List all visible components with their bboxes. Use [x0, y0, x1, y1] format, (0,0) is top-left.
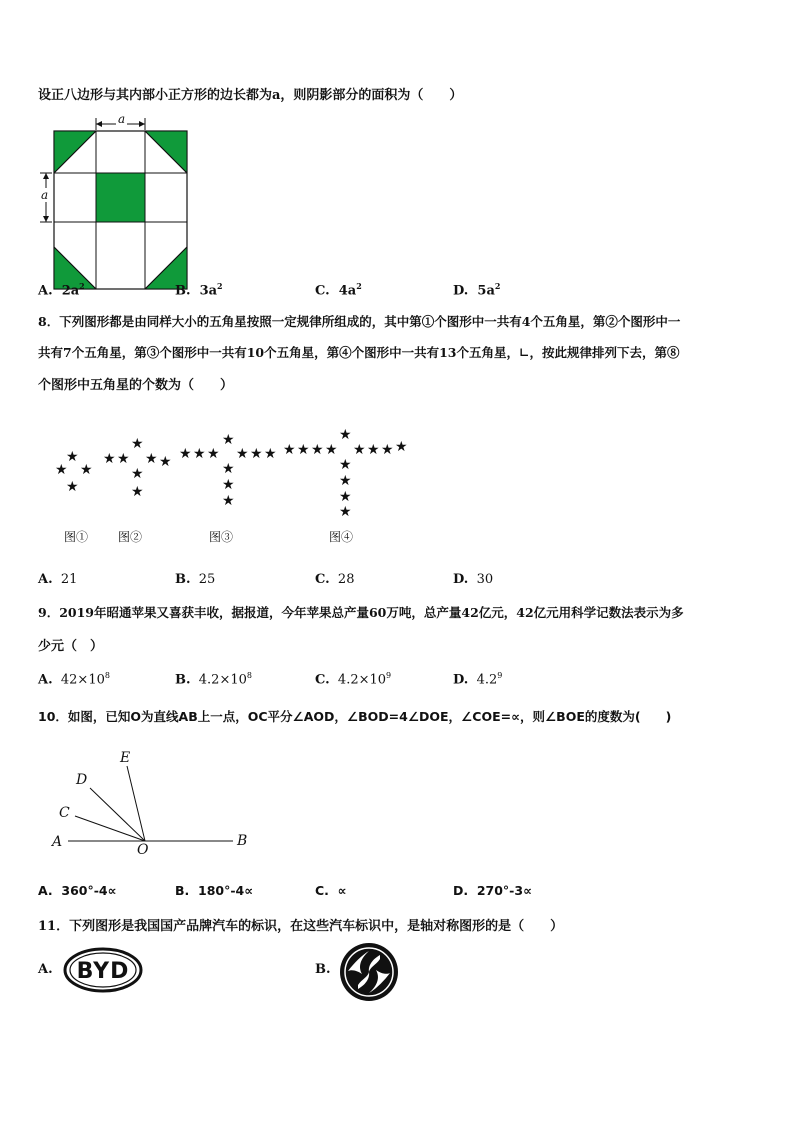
q10-option-b[interactable]: B. 180°-4∝: [175, 883, 254, 898]
star-icon: ★: [222, 493, 235, 509]
q11-option-a[interactable]: A.: [38, 962, 53, 977]
q10-label-e: E: [120, 750, 131, 766]
q8-option-c[interactable]: C. 28: [315, 572, 355, 587]
star-icon: ★: [66, 479, 79, 495]
q7-option-b[interactable]: B. $3a^2$: [175, 281, 223, 299]
q10-option-d[interactable]: D. 270°-3∝: [453, 883, 532, 898]
star-icon: ★: [66, 449, 79, 465]
q10-option-c[interactable]: C. ∝: [315, 883, 347, 898]
star-icon: ★: [297, 442, 310, 458]
q8-fig-label-2: 图②: [118, 530, 143, 544]
q10-option-a[interactable]: A. 360°-4∝: [38, 883, 117, 898]
star-icon: ★: [353, 442, 366, 458]
star-icon: ★: [395, 439, 408, 455]
q10-label-o: O: [137, 842, 149, 858]
star-icon: ★: [131, 466, 144, 482]
star-icon: ★: [103, 451, 116, 467]
q11-option-b[interactable]: B.: [315, 962, 331, 977]
q9-line2: 少元（ ）: [38, 639, 104, 654]
q8-option-b[interactable]: B. 25: [175, 572, 216, 587]
q7-option-d[interactable]: D. $5a^2$: [453, 281, 501, 299]
q8-option-d[interactable]: D. 30: [453, 572, 494, 587]
star-icon: ★: [339, 489, 352, 505]
star-icon: ★: [339, 427, 352, 443]
dongfeng-logo: [338, 941, 400, 1003]
q7-side-a-label: a: [41, 188, 49, 202]
star-icon: ★: [264, 446, 277, 462]
star-icon: ★: [339, 473, 352, 489]
star-icon: ★: [311, 442, 324, 458]
byd-logo-text: BYD: [76, 959, 130, 984]
q10-label-d: D: [76, 772, 88, 788]
star-icon: ★: [80, 462, 93, 478]
q8-line2: 共有7个五角星，第③个图形中一共有10个五角星，第④个图形中一共有13个五角星，∟，按此规律排列下去，第⑧: [38, 345, 680, 360]
q9-option-d[interactable]: D. $4.2^9$: [453, 671, 503, 688]
star-icon: ★: [325, 442, 338, 458]
star-icon: ★: [339, 504, 352, 520]
ray-oe: [127, 766, 145, 841]
star-icon: ★: [179, 446, 192, 462]
q9-option-c[interactable]: C. $4.2\times 10^9$: [315, 671, 392, 688]
star-icon: ★: [159, 454, 172, 470]
star-icon: ★: [222, 477, 235, 493]
q9-option-a[interactable]: A. $42\times 10^8$: [38, 671, 110, 688]
q7-option-a[interactable]: A. $2a^2$: [38, 281, 85, 299]
q10-label-a: A: [52, 834, 63, 850]
q10-stem: 10．如图，已知O为直线AB上一点，OC平分∠AOD，∠BOD=4∠DOE，∠COE=∝，则∠BOE的度数为( ): [38, 709, 672, 724]
star-icon: ★: [207, 446, 220, 462]
q9-option-b[interactable]: B. $4.2\times 10^8$: [175, 671, 252, 688]
star-icon: ★: [145, 451, 158, 467]
ray-od: [90, 788, 145, 841]
byd-logo: [63, 946, 143, 994]
star-icon: ★: [381, 442, 394, 458]
q7-option-c[interactable]: C. $4a^2$: [315, 281, 362, 299]
q7-stem: 设正八边形与其内部小正方形的边长都为a，则阴影部分的面积为（ ）: [38, 88, 463, 103]
q10-label-c: C: [59, 805, 70, 821]
q8-line1: 8．下列图形都是由同样大小的五角星按照一定规律所组成的，其中第①个图形中一共有4个五角星，第②个图形中一: [38, 314, 681, 329]
star-icon: ★: [339, 457, 352, 473]
q9-line1: 9．2019年昭通苹果又喜获丰收，据报道，今年苹果总产量60万吨，总产量42亿元，42亿元用科学记数法表示为多: [38, 605, 684, 620]
q10-label-b: B: [237, 833, 248, 849]
q8-fig-label-1: 图①: [64, 530, 89, 544]
star-icon: ★: [222, 461, 235, 477]
star-icon: ★: [131, 436, 144, 452]
star-icon: ★: [367, 442, 380, 458]
q8-line3: 个图形中五角星的个数为（ ）: [38, 378, 234, 393]
inner-square: [96, 173, 145, 222]
star-icon: ★: [250, 446, 263, 462]
ray-oc: [75, 816, 145, 841]
star-icon: ★: [131, 484, 144, 500]
q10-angle-figure: [48, 748, 258, 863]
star-icon: ★: [236, 446, 249, 462]
q8-option-a[interactable]: A. 21: [38, 572, 78, 587]
q7-octagon-figure: [34, 112, 204, 292]
star-icon: ★: [117, 451, 130, 467]
star-icon: ★: [193, 446, 206, 462]
star-icon: ★: [222, 432, 235, 448]
star-icon: ★: [55, 462, 68, 478]
q8-fig-label-4: 图④: [329, 530, 354, 544]
q11-stem: 11．下列图形是我国国产品牌汽车的标识，在这些汽车标识中，是轴对称图形的是（ ）: [38, 919, 564, 934]
star-icon: ★: [283, 442, 296, 458]
q8-fig-label-3: 图③: [209, 530, 234, 544]
q7-top-a-label: a: [118, 112, 126, 126]
